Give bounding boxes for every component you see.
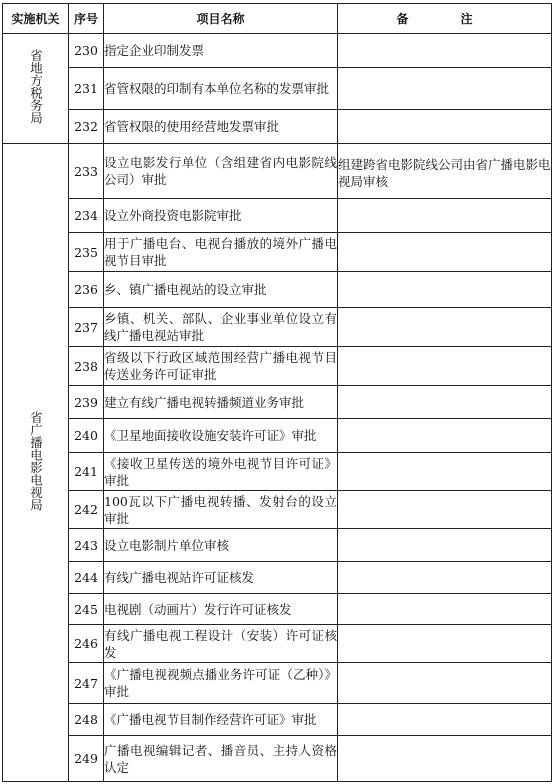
item-note [338,110,552,144]
item-name: 设立外商投资电影院审批 [104,199,338,233]
item-name: 有线广播电视工程设计（安装）许可证核发 [104,625,338,663]
item-note [338,491,552,529]
org-cell-broadcast [3,144,69,782]
item-note [338,663,552,704]
table-row [3,34,552,68]
row-number: 238 [69,347,104,386]
table-row [3,491,552,529]
item-name: 用于广播电台、电视台播放的境外广播电视节目审批 [104,233,338,272]
table-row [3,144,552,199]
header-num: 序号 [69,4,104,34]
item-name: 广播电视编辑记者、播音员、主持人资格认定 [104,736,338,782]
item-name: 《广播电视节目制作经营许可证》审批 [104,704,338,736]
table-row [3,110,552,144]
item-name: 省管权限的印制有本单位名称的发票审批 [104,68,338,110]
row-number: 245 [69,594,104,625]
item-note [338,562,552,594]
row-number: 240 [69,419,104,453]
item-name: 设立电影发行单位（含组建省内电影院线公司）审批 [104,144,338,199]
row-number: 241 [69,453,104,491]
row-number: 237 [69,308,104,347]
table-row [3,704,552,736]
row-number: 243 [69,529,104,562]
row-number: 246 [69,625,104,663]
row-number: 235 [69,233,104,272]
item-name: 省级以下行政区域范围经营广播电视节目传送业务许可证审批 [104,347,338,386]
org-label: 省地方税务局 [28,49,44,124]
item-note [338,704,552,736]
row-number: 239 [69,386,104,419]
header-row [3,4,552,34]
row-number: 249 [69,736,104,782]
item-name: 《广播电视视频点播业务许可证（乙种）》审批 [104,663,338,704]
row-number: 242 [69,491,104,529]
item-name: 100瓦以下广播电视转播、发射台的设立审批 [104,491,338,529]
item-name: 省管权限的使用经营地发票审批 [104,110,338,144]
item-note [338,68,552,110]
org-label: 省广播电影电视局 [28,410,44,511]
item-note [338,34,552,68]
item-note: 组建跨省电影院线公司由省广播电影电视局审核 [338,144,552,199]
header-note: 备 注 [338,4,552,34]
item-note [338,386,552,419]
table-row [3,736,552,782]
item-note [338,347,552,386]
table-row [3,308,552,347]
table-row [3,594,552,625]
item-name: 有线广播电视站许可证核发 [104,562,338,594]
item-name: 乡、镇广播电视站的设立审批 [104,272,338,308]
item-note [338,272,552,308]
item-name: 乡镇、机关、部队、企业事业单位设立有线广播电视站审批 [104,308,338,347]
row-number: 244 [69,562,104,594]
row-number: 232 [69,110,104,144]
row-number: 247 [69,663,104,704]
row-number: 236 [69,272,104,308]
item-name: 指定企业印制发票 [104,34,338,68]
item-note [338,736,552,782]
row-number: 230 [69,34,104,68]
row-number: 234 [69,199,104,233]
table-row [3,562,552,594]
approval-items-table [2,3,552,782]
item-note [338,625,552,663]
row-number: 248 [69,704,104,736]
item-name: 《接收卫星传送的境外电视节目许可证》审批 [104,453,338,491]
header-name: 项目名称 [104,4,338,34]
item-note [338,529,552,562]
item-name: 《卫星地面接收设施安装许可证》审批 [104,419,338,453]
item-note [338,453,552,491]
item-name: 电视剧（动画片）发行许可证核发 [104,594,338,625]
item-note [338,419,552,453]
table-row [3,199,552,233]
table-row [3,347,552,386]
org-cell-tax [3,34,69,144]
item-note [338,594,552,625]
table-row [3,272,552,308]
table-row [3,419,552,453]
table-row [3,233,552,272]
table-row [3,663,552,704]
header-org: 实施机关 [3,4,69,34]
item-note [338,233,552,272]
table-row [3,529,552,562]
table-row [3,68,552,110]
item-name: 建立有线广播电视转播频道业务审批 [104,386,338,419]
item-note [338,199,552,233]
row-number: 231 [69,68,104,110]
item-note [338,308,552,347]
row-number: 233 [69,144,104,199]
table-row [3,453,552,491]
table-row [3,386,552,419]
item-name: 设立电影制片单位审核 [104,529,338,562]
table-row [3,625,552,663]
